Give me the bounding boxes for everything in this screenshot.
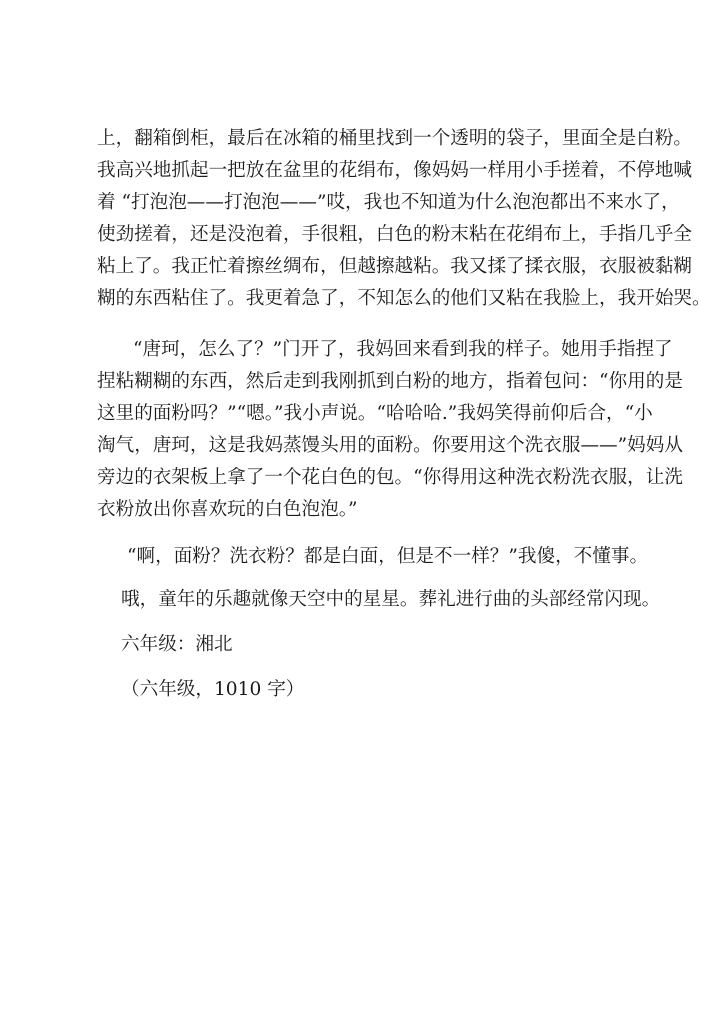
paragraph-start: “唐珂，怎么了？”门开了，我妈回来看到我的样子。她用手指捏了 [133,339,673,360]
grade-location-line: 六年级：湘北 [121,634,233,655]
text-line: 我高兴地抓起一把放在盆里的花绢布，像妈妈一样用小手搓着，不停地喊 [97,160,693,181]
text-line: 使劲搓着，还是没泡着，手很粗，白色的粉末粘在花绢布上，手指几乎全 [97,224,693,245]
text-line: 上，翻箱倒柜，最后在冰箱的桶里找到一个透明的袋子，里面全是白粉。 [97,128,693,149]
word-count-line: （六年级，1010 字） [121,679,305,700]
text-line: 捏粘糊糊的东西，然后走到我刚抓到白粉的地方，指着包问：“你用的是 [97,371,683,392]
paragraph-start: “啊，面粉？洗衣粉？都是白面，但是不一样？”我傻，不懂事。 [127,546,649,567]
text-line: 糊的东西粘住了。我更着急了，不知怎么的他们又粘在我脸上，我开始哭。 [97,288,711,309]
text-line: 粘上了。我正忙着擦丝绸布，但越擦越粘。我又揉了揉衣服，衣服被黏糊 [97,256,693,277]
text-line: 旁边的衣架板上拿了一个花白色的包。“你得用这种洗衣粉洗衣服，让洗 [97,467,683,488]
text-line: 这里的面粉吗？”“嗯。”我小声说。“哈哈哈.”我妈笑得前仰后合，“小 [97,403,653,424]
paragraph-start: 哦，童年的乐趣就像天空中的星星。葬礼进行曲的头部经常闪现。 [121,589,661,610]
text-line: 淘气，唐珂，这是我妈蒸馒头用的面粉。你要用这个洗衣服——”妈妈从 [97,435,683,456]
text-line: 着 “打泡泡——打泡泡——”哎，我也不知道为什么泡泡都出不来水了， [97,192,680,213]
text-line: 衣粉放出你喜欢玩的白色泡泡。” [97,499,358,520]
